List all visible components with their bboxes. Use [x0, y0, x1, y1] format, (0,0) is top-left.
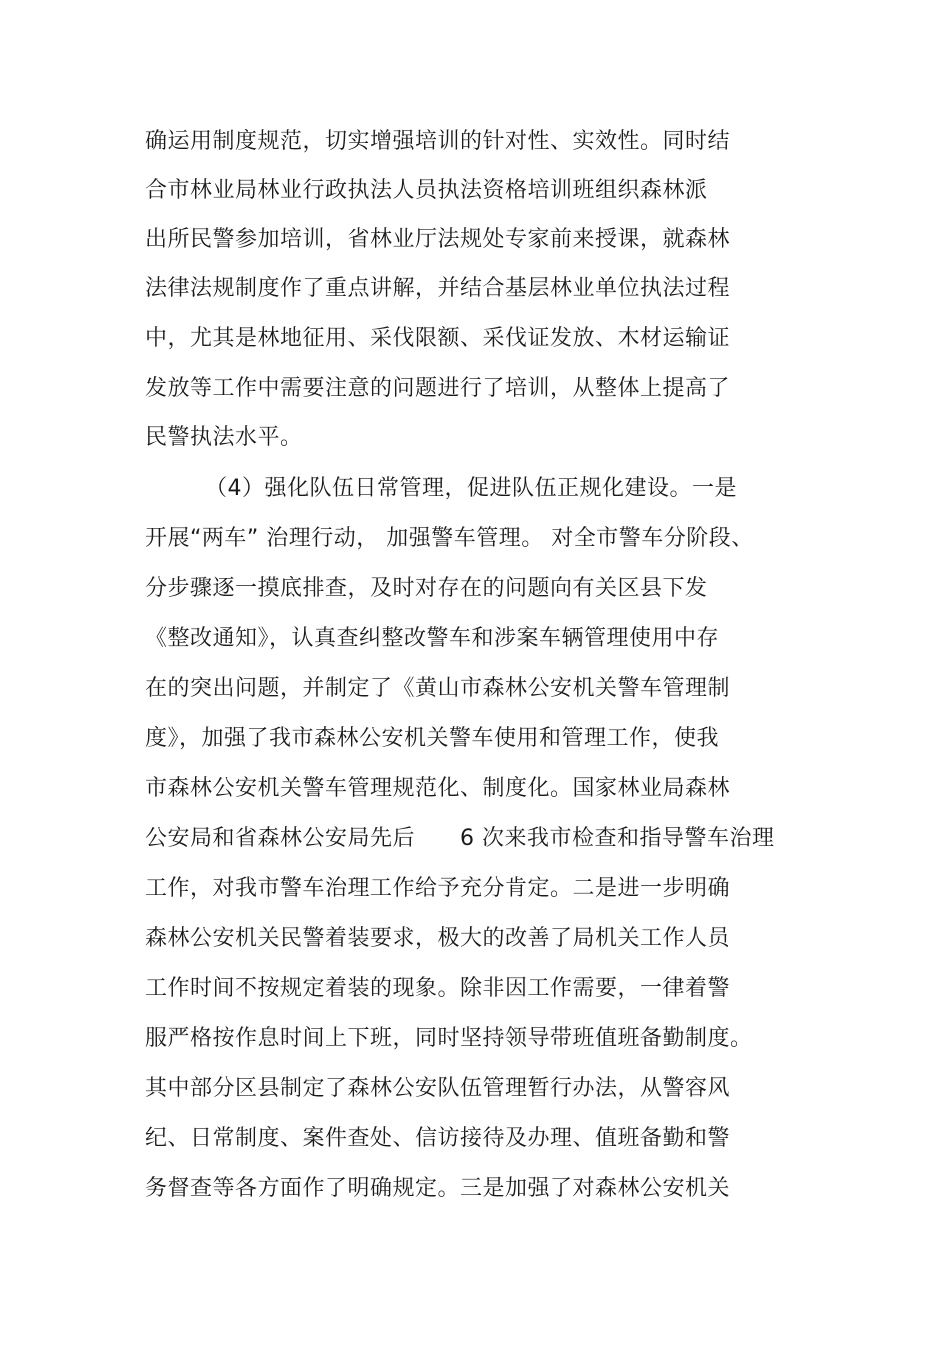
text-line: 确运用制度规范，切实增强培训的针对性、实效性。同时结: [145, 129, 731, 154]
text-line: 纪、日常制度、案件查处、信访接待及办理、值班备勤和警: [145, 1126, 731, 1151]
text-line: 合市林业局林业行政执法人员执法资格培训班组织森林派: [145, 178, 708, 203]
text-line: 度》，加强了我市森林公安机关警车使用和管理工作，使我: [145, 726, 720, 751]
text-line: 公安局和省森林公安局先后 6 次来我市检查和指导警车治理: [145, 826, 775, 851]
text-line: 工作，对我市警车治理工作给予充分肯定。二是进一步明确: [145, 876, 731, 901]
text-line: 中，尤其是林地征用、采伐限额、采伐证发放、木材运输证: [145, 326, 731, 351]
text-line: 《整改通知》，认真查纠整改警车和涉案车辆管理使用中存: [145, 626, 720, 651]
text-line: 在的突出问题，并制定了《黄山市森林公安机关警车管理制: [145, 676, 731, 701]
text-line: 务督查等各方面作了明确规定。三是加强了对森林公安机关: [145, 1176, 731, 1201]
text-line: 其中部分区县制定了森林公安队伍管理暂行办法，从警容风: [145, 1076, 731, 1101]
text-line: 民警执法水平。: [145, 425, 303, 450]
text-line: 开展“两车” 治理行动， 加强警车管理。 对全市警车分阶段、: [145, 526, 754, 551]
text-line: 发放等工作中需要注意的问题进行了培训，从整体上提高了: [145, 376, 731, 401]
text-line: 工作时间不按规定着装的现象。除非因工作需要，一律着警: [145, 976, 731, 1001]
text-line: 分步骤逐一摸底排查，及时对存在的问题向有关区县下发: [145, 576, 708, 601]
paragraph-start-line: （4）强化队伍日常管理，促进队伍正规化建设。一是: [205, 476, 737, 501]
text-line: 市森林公安机关警车管理规范化、制度化。国家林业局森林: [145, 776, 731, 801]
text-line: 服严格按作息时间上下班，同时坚持领导带班值班备勤制度。: [145, 1026, 753, 1051]
text-line: 森林公安机关民警着装要求，极大的改善了局机关工作人员: [145, 926, 731, 951]
text-line: 出所民警参加培训，省林业厅法规处专家前来授课，就森林: [145, 227, 731, 252]
text-line: 法律法规制度作了重点讲解，并结合基层林业单位执法过程: [145, 276, 731, 301]
